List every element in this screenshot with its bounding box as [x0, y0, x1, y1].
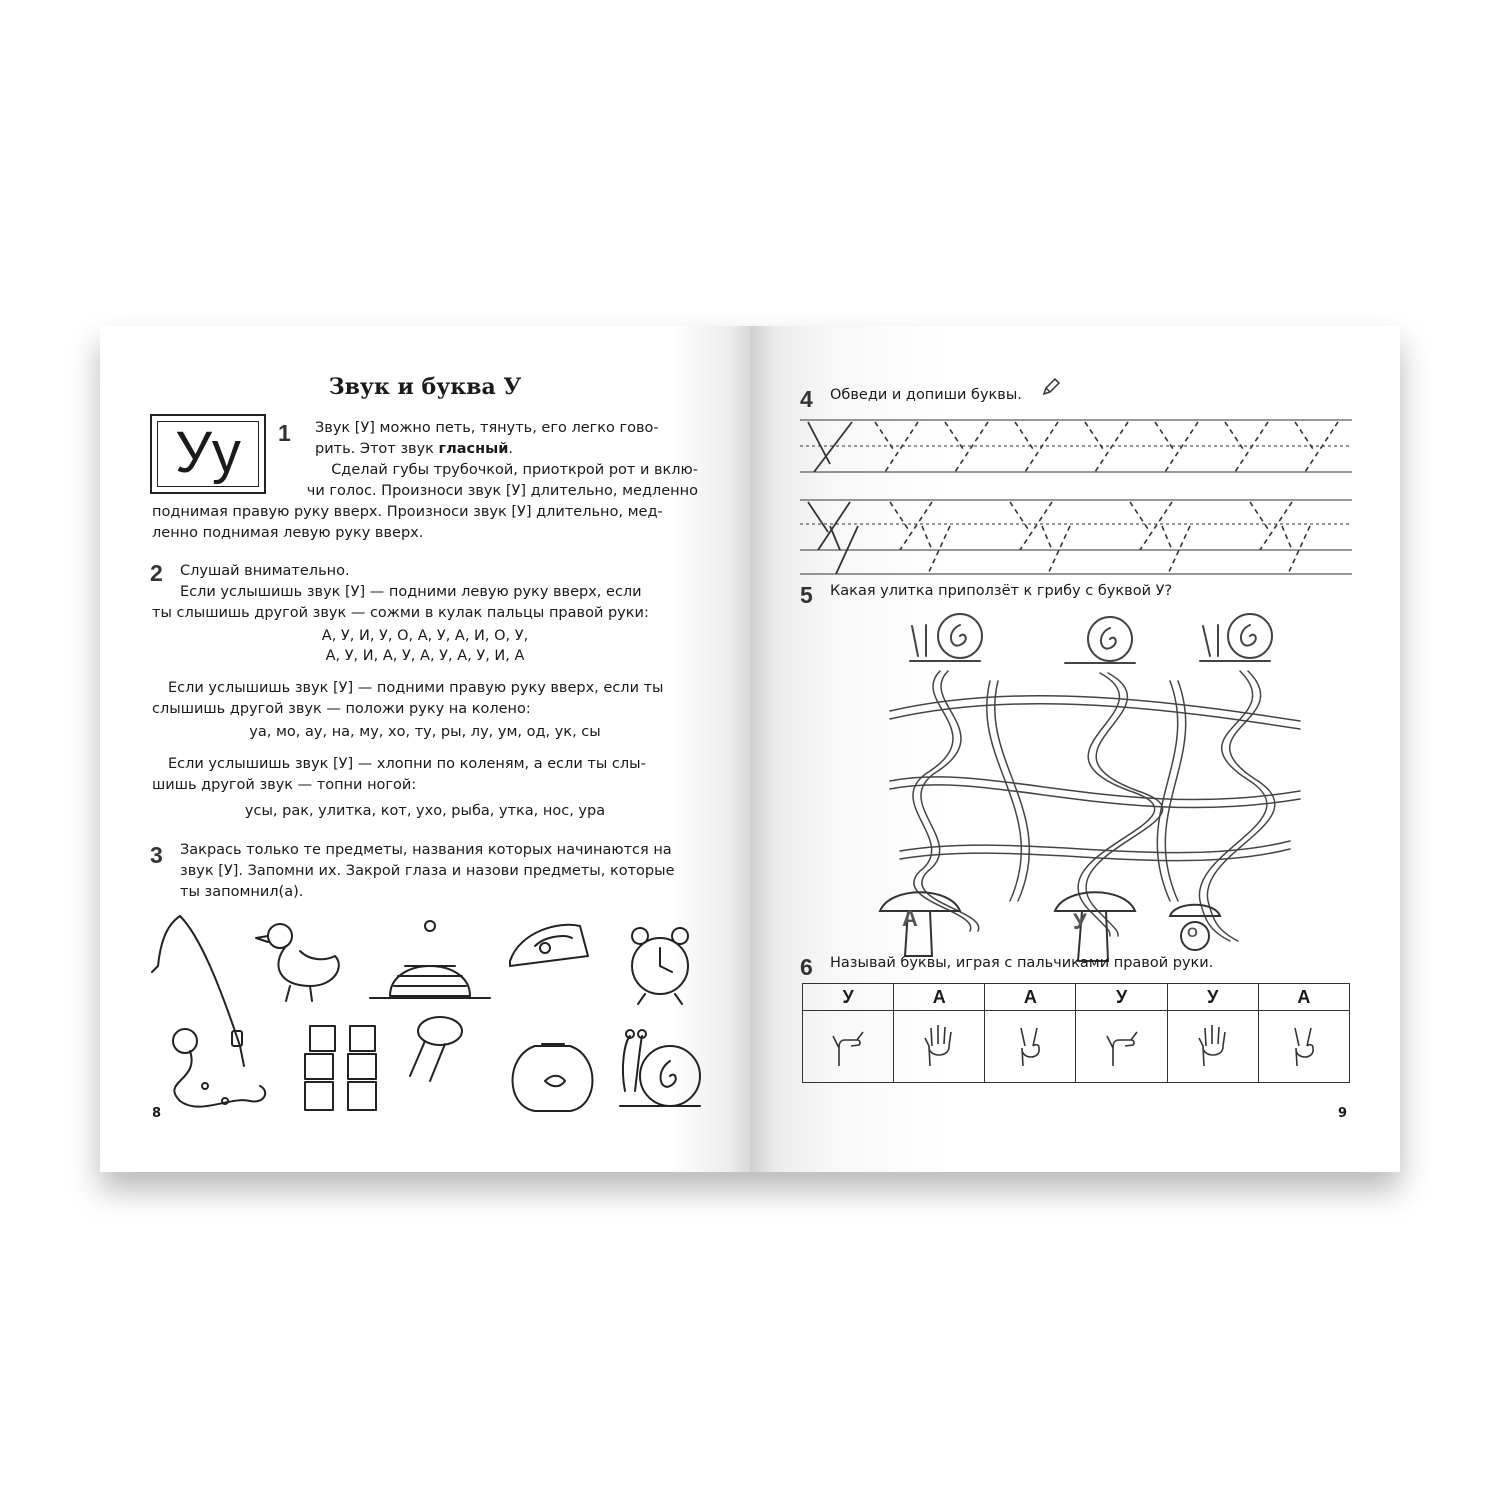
letter-tracing-lines [800, 414, 1352, 584]
task-2-line3: ты слышишь другой звук — сожми в кулак пальцы правой руки: [152, 605, 649, 621]
fishing-rod-icon [152, 916, 244, 1066]
hand-open-palm-icon [1194, 1022, 1232, 1068]
beehive-icon [370, 921, 490, 998]
task-1-line1: Звук [У] можно петь, тянуть, его легко гово- [315, 420, 659, 436]
task-2-number: 2 [150, 560, 163, 586]
page-number-left: 8 [152, 1106, 162, 1121]
rope-knot-icon [410, 1017, 462, 1081]
page-number-right: 9 [1338, 1106, 1348, 1121]
task-1-line5: поднимая правую руку вверх. Произноси звук [У] длительно, мед- [152, 504, 663, 520]
hand-thumb-pinky-icon [1103, 1022, 1141, 1068]
letter-cell: А [894, 984, 985, 1011]
hand-two-fingers-icon [1285, 1022, 1323, 1068]
task-3-line3: ты запомнил(а). [180, 884, 304, 900]
task-3-pictures [140, 906, 720, 1126]
mushroom-letter-u: У [1073, 909, 1087, 934]
task-1-line6: ленно поднимая левую руку вверх. [152, 525, 424, 541]
task-2-sequence-1: А, У, И, У, О, А, У, А, И, О, У, [321, 628, 529, 644]
task-1-line2: рить. Этот звук гласный. [315, 441, 514, 457]
letter-cell: У [1167, 984, 1258, 1011]
mushroom-middle-icon [1055, 892, 1135, 961]
task-3-line1: Закрась только те предметы, названия которых начинаются на [180, 842, 672, 858]
task-2-para2-line2: слышишь другой звук — положи руку на колено: [152, 701, 531, 717]
task-5-text: Какая улитка приползёт к грибу с буквой У? [830, 583, 1173, 599]
letter-cell: У [803, 984, 894, 1011]
letter-cell: А [985, 984, 1076, 1011]
snake-icon [173, 1029, 265, 1107]
letter-cell: У [1076, 984, 1167, 1011]
book-spread [100, 326, 1400, 1172]
fishbowl-icon [513, 1044, 593, 1111]
snail-icon [620, 1030, 700, 1106]
task-6-text: Называй буквы, играя с пальчиками правой руки. [830, 955, 1214, 971]
task-4-number: 4 [800, 386, 813, 412]
task-5-number: 5 [800, 582, 813, 608]
task-2-para2-line1: Если услышишь звук [У] — подними правую руку вверх, если ты [168, 680, 664, 696]
mushroom-letter-o: О [1187, 924, 1198, 940]
finger-letters-table [802, 983, 1350, 1083]
task-2-para3-line1: Если услышишь звук [У] — хлопни по коленям, а если ты слы- [168, 756, 646, 772]
task-2-line2: Если услышишь звук [У] — подними левую руку вверх, если [180, 584, 642, 600]
snail-middle-icon [1065, 617, 1135, 663]
task-4-text: Обведи и допиши буквы. [830, 387, 1022, 403]
letter-cell: А [1258, 984, 1349, 1011]
left-page [100, 326, 750, 1172]
task-2-sequence-2: А, У, И, А, У, А, У, А, У, И, А [325, 648, 525, 664]
mushroom-left-icon [880, 892, 960, 956]
task-3-number: 3 [150, 842, 163, 868]
task-1-line4: чи голос. Произноси звук [У] длительно, медленно [306, 483, 698, 499]
task-2-line1: Слушай внимательно. [180, 563, 350, 579]
letter-box [150, 414, 266, 494]
alarm-clock-icon [632, 928, 688, 1004]
hand-two-fingers-icon [1011, 1022, 1049, 1068]
cubes-icon [305, 1026, 376, 1110]
task-2-syllables: уа, мо, ау, на, му, хо, ту, ры, лу, ум, од, ук, сы [249, 724, 601, 740]
task-3-line2: звук [У]. Запомни их. Закрой глаза и назови предметы, которые [180, 863, 675, 879]
letter-box-text: Уу [175, 419, 241, 485]
task-2-words: усы, рак, улитка, кот, ухо, рыба, утка, нос, ура [244, 803, 606, 819]
task-1-line3: Сделай губы трубочкой, приоткрой рот и вклю- [331, 462, 698, 478]
task-6-number: 6 [800, 954, 813, 980]
snail-left-icon [910, 614, 982, 661]
task-1-number: 1 [278, 420, 291, 446]
iron-icon [510, 925, 588, 966]
mushroom-letter-a: А [902, 906, 918, 931]
pencil-icon [1040, 376, 1062, 398]
duck-icon [256, 924, 339, 1001]
hand-open-palm-icon [920, 1022, 958, 1068]
snail-right-icon [1200, 614, 1272, 661]
page-title: Звук и буква У [328, 374, 522, 400]
task-2-para3-line2: шишь другой звук — топни ногой: [152, 777, 417, 793]
hand-thumb-pinky-icon [829, 1022, 867, 1068]
